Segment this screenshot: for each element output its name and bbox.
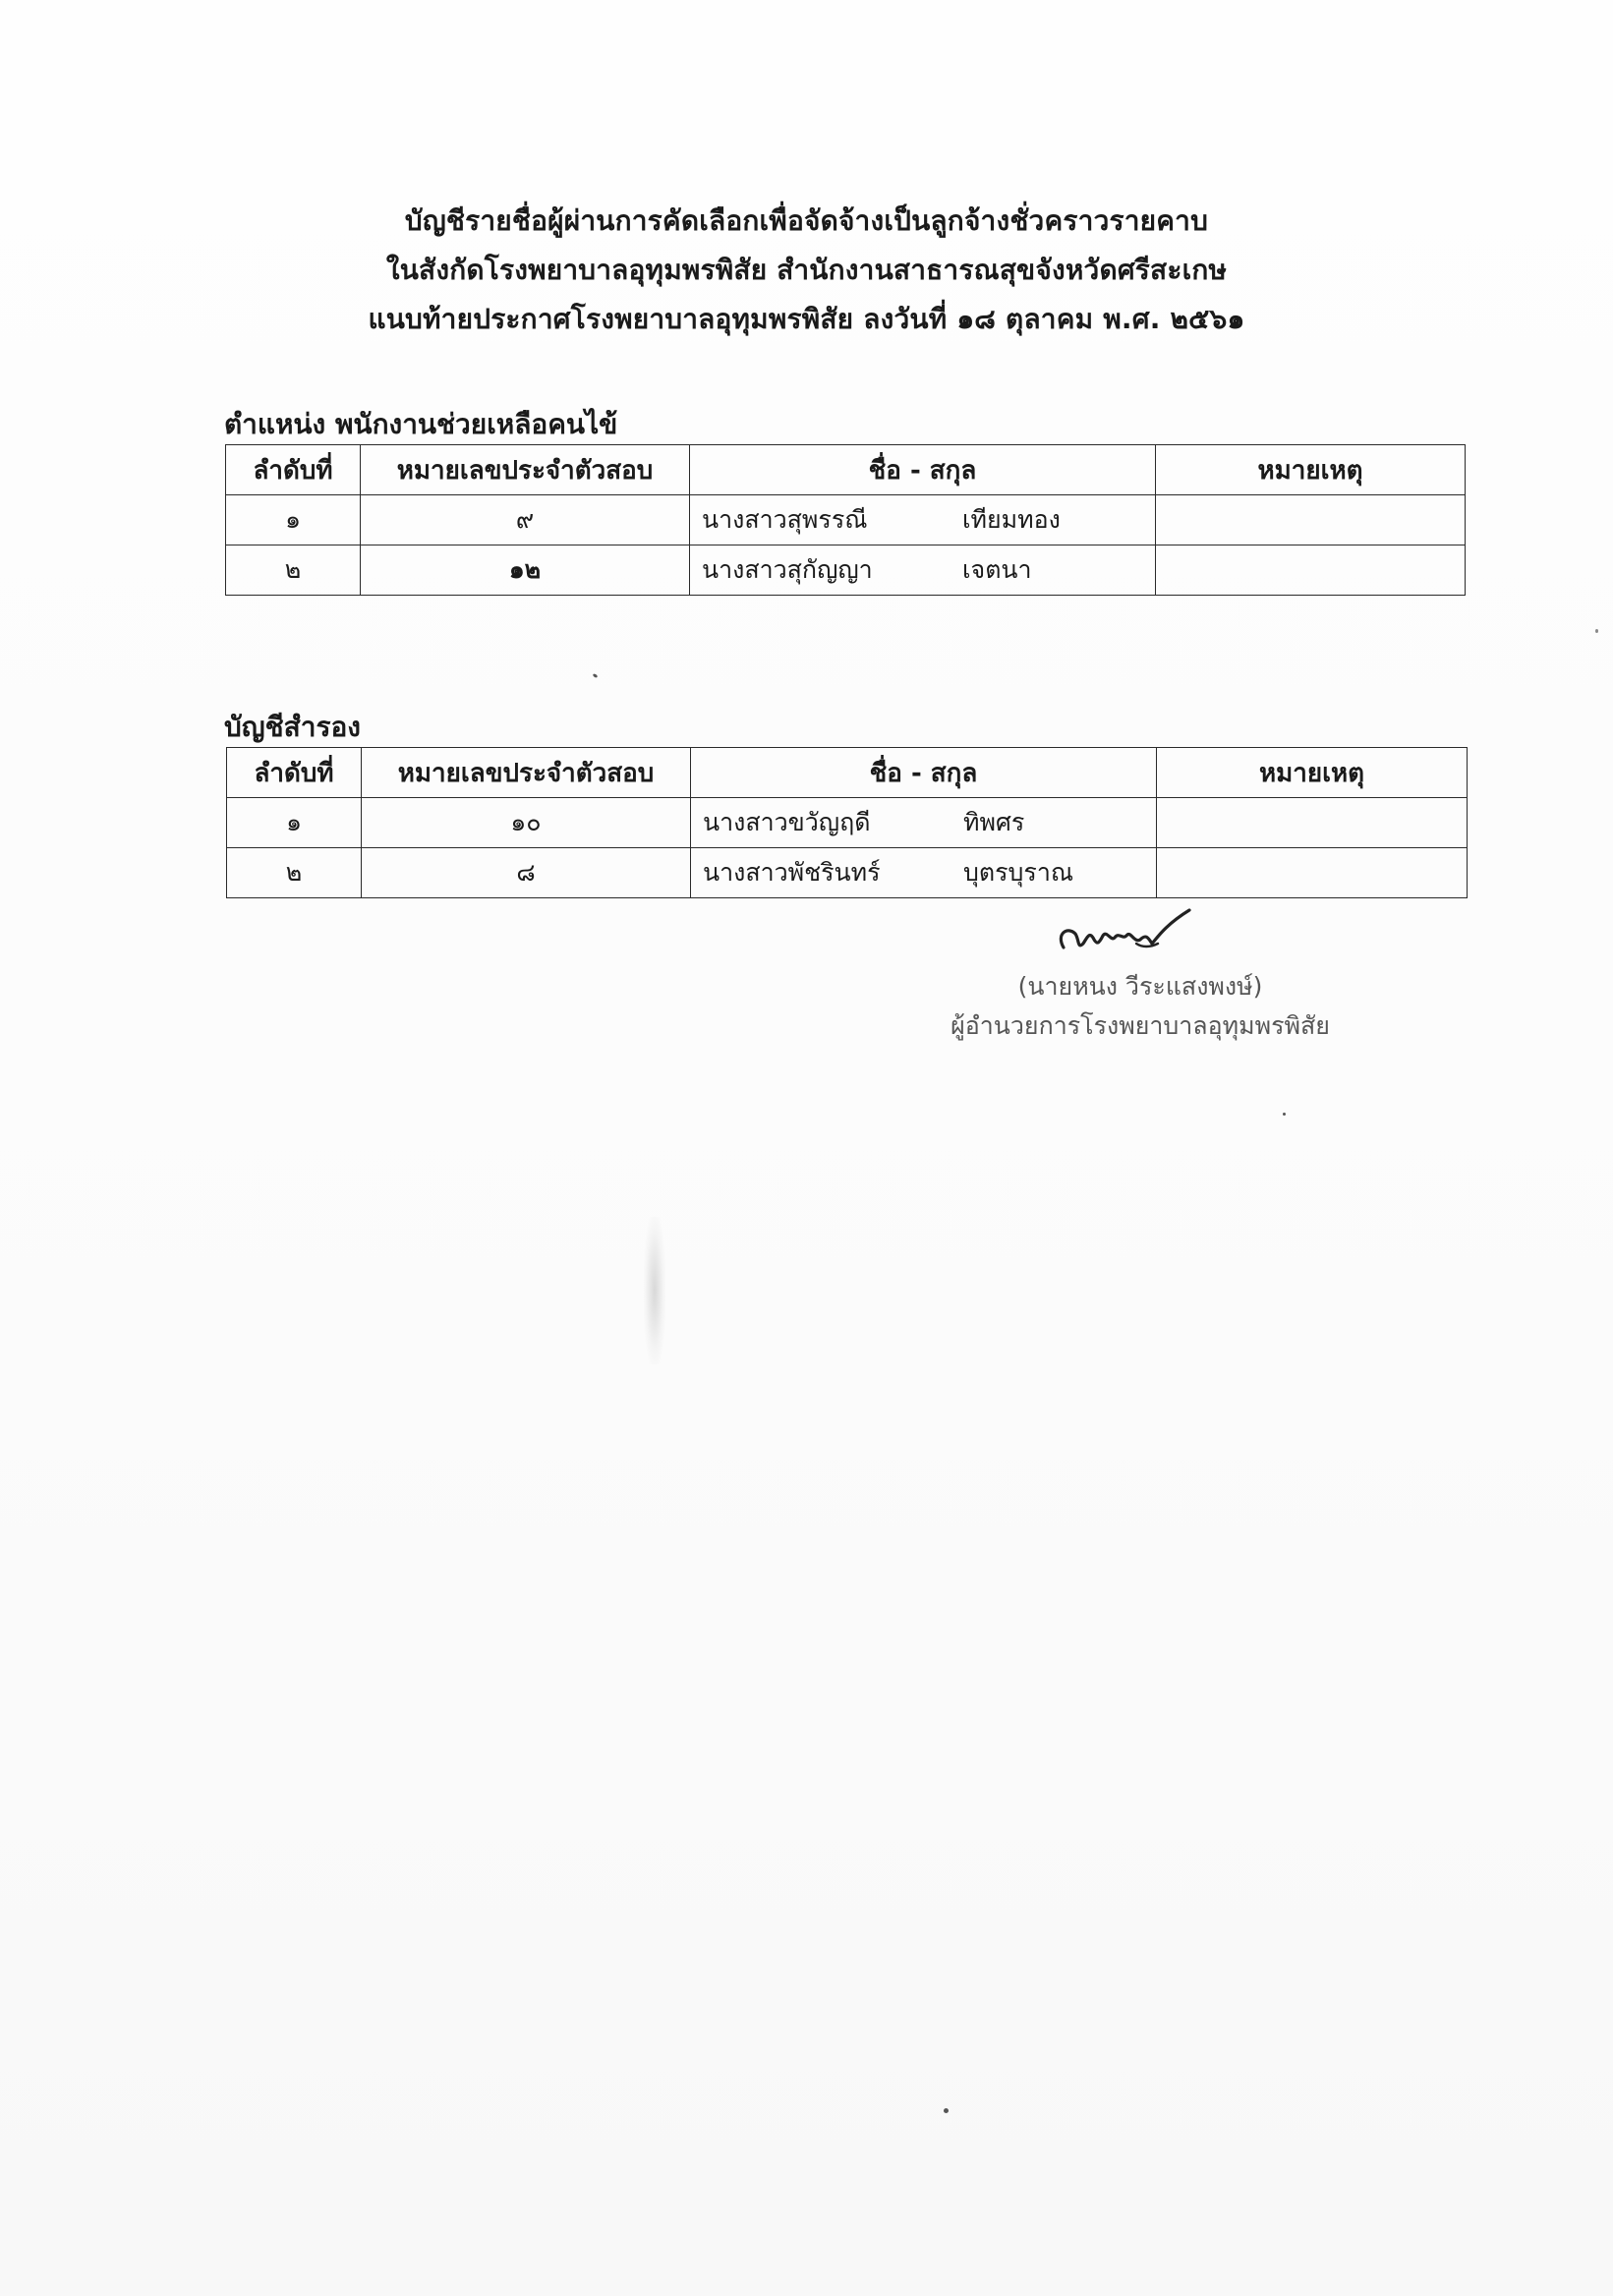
table-row bbox=[227, 798, 1468, 848]
header-full-name: ชื่อ - สกุล bbox=[690, 445, 1156, 495]
title-line-1: บัญชีรายชื่อผู้ผ่านการคัดเลือกเพื่อจัดจ้างเป็นลูกจ้างชั่วคราวรายคาบ bbox=[404, 204, 1209, 237]
position-heading: ตำแหน่ง พนักงานช่วยเหลือคนไข้ bbox=[224, 408, 618, 440]
cell-full-name bbox=[691, 848, 1157, 898]
handwritten-signature bbox=[1042, 904, 1239, 965]
last-name: ทิพศร bbox=[963, 808, 1025, 836]
cell-exam-id: ๘ bbox=[362, 848, 691, 898]
header-order: ลำดับที่ bbox=[226, 445, 361, 495]
header-order: ลำดับที่ bbox=[227, 748, 362, 798]
table-header-row bbox=[227, 748, 1468, 798]
signature-block bbox=[885, 904, 1396, 1046]
cell-order: ๑ bbox=[227, 798, 362, 848]
cell-remark bbox=[1157, 798, 1468, 848]
document-title bbox=[0, 197, 1613, 344]
cell-remark bbox=[1156, 495, 1466, 545]
first-name: นางสาวขวัญฤดี bbox=[703, 808, 871, 836]
cell-full-name bbox=[691, 798, 1157, 848]
header-exam-id: หมายเลขประจำตัวสอบ bbox=[362, 748, 691, 798]
table-header-row bbox=[226, 445, 1466, 495]
scan-speck bbox=[1595, 629, 1598, 633]
cell-order: ๑ bbox=[226, 495, 361, 545]
scan-speck bbox=[1283, 1113, 1286, 1116]
header-full-name: ชื่อ - สกุล bbox=[691, 748, 1157, 798]
scan-speck bbox=[944, 2108, 949, 2113]
header-remark: หมายเหตุ bbox=[1157, 748, 1468, 798]
title-line-2: ในสังกัดโรงพยาบาลอุทุมพรพิสัย สำนักงานสาธารณสุขจังหวัดศรีสะเกษ bbox=[385, 254, 1228, 286]
table-row bbox=[226, 545, 1466, 596]
reserve-candidates-table bbox=[226, 747, 1468, 898]
header-remark: หมายเหตุ bbox=[1156, 445, 1466, 495]
last-name: เทียมทอง bbox=[962, 505, 1061, 534]
signatory-title: ผู้อำนวยการโรงพยาบาลอุทุมพรพิสัย bbox=[951, 1011, 1330, 1040]
first-name: นางสาวสุกัญญา bbox=[702, 555, 873, 584]
selected-candidates-table bbox=[225, 444, 1466, 596]
scan-smudge bbox=[644, 1217, 665, 1364]
cell-order: ๒ bbox=[227, 848, 362, 898]
scan-speck bbox=[593, 673, 599, 678]
first-name: นางสาวสุพรรณี bbox=[702, 505, 868, 534]
cell-remark bbox=[1157, 848, 1468, 898]
header-exam-id: หมายเลขประจำตัวสอบ bbox=[361, 445, 690, 495]
cell-remark bbox=[1156, 545, 1466, 596]
title-line-3: แนบท้ายประกาศโรงพยาบาลอุทุมพรพิสัย ลงวันที่ ๑๘ ตุลาคม พ.ศ. ๒๕๖๑ bbox=[368, 303, 1245, 335]
cell-full-name bbox=[690, 545, 1156, 596]
first-name: นางสาวพัชรินทร์ bbox=[703, 858, 881, 887]
cell-exam-id: ๙ bbox=[361, 495, 690, 545]
table-row bbox=[227, 848, 1468, 898]
last-name: บุตรบุราณ bbox=[963, 858, 1074, 887]
cell-full-name bbox=[690, 495, 1156, 545]
cell-exam-id: ๑๒ bbox=[361, 545, 690, 596]
reserve-list-heading: บัญชีสำรอง bbox=[224, 711, 361, 743]
last-name: เจตนา bbox=[962, 555, 1032, 584]
cell-order: ๒ bbox=[226, 545, 361, 596]
table-row bbox=[226, 495, 1466, 545]
signatory-name: (นายหนง วีระแสงพงษ์) bbox=[1017, 972, 1263, 1001]
cell-exam-id: ๑๐ bbox=[362, 798, 691, 848]
